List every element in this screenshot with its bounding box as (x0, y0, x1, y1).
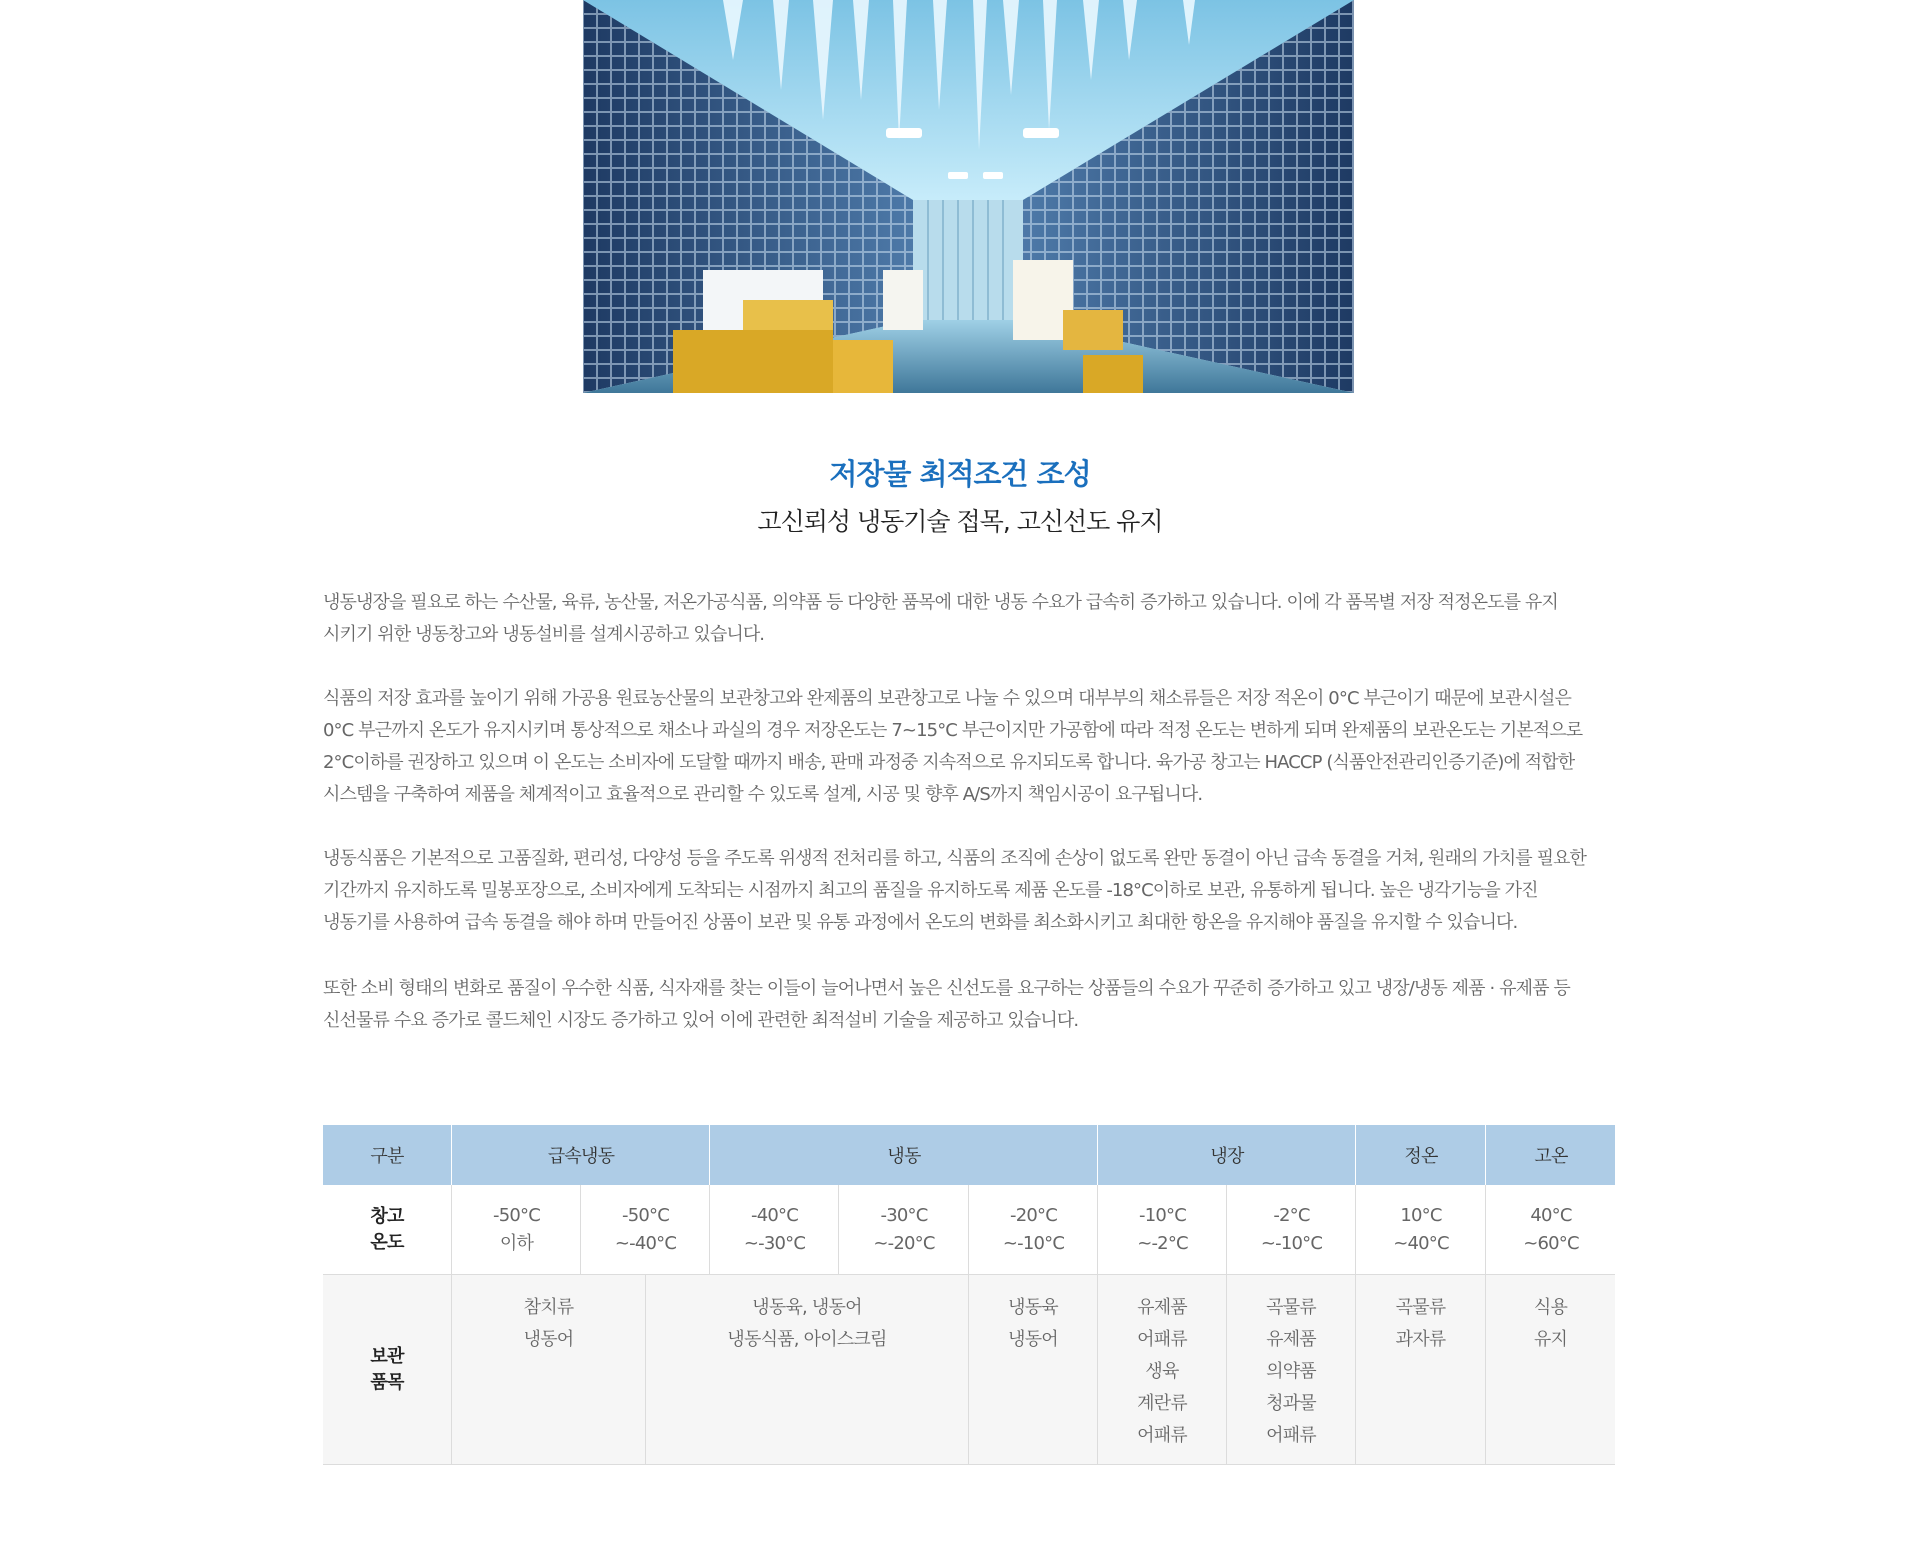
row-label-storage-items: 보관 품목 (370, 1345, 404, 1393)
paragraph-line: 0°C 부근까지 온도가 유지시키며 통상적으로 채소나 과실의 경우 저장온도는 7~15°C 부근이지만 가공함에 따라 적정 온도는 변하게 되며 완제품의 보관온도는 기본적으로 (323, 720, 1583, 741)
storage-temperature-table (323, 1125, 1615, 1465)
paragraph-line: 냉동냉장을 필요로 하는 수산물, 육류, 농산물, 저온가공식품, 의약품 등 다양한 품목에 대한 냉동 수요가 급속히 증가하고 있습니다. 이에 각 품목별 저장 적정온도를 유지 (323, 592, 1558, 613)
paragraph-line: 냉동식품은 기본적으로 고품질화, 편리성, 다양성 등을 주도록 위생적 전처리를 하고, 식품의 조직에 손상이 없도록 완만 동결이 아닌 급속 동결을 거쳐, 원래의 가치를 필요한 (323, 848, 1587, 869)
paragraph-line: 시스템을 구축하여 제품을 체계적이고 효율적으로 관리할 수 있도록 설계, 시공 및 향후 A/S까지 책임시공이 요구됩니다. (323, 784, 1203, 805)
paragraph-2 (323, 683, 1619, 811)
paragraph-line: 냉동기를 사용하여 급속 동결을 해야 하며 만들어진 상품이 보관 및 유통 과정에서 온도의 변화를 최소화시키고 최대한 항온을 유지해야 품질을 유지할 수 있습니다. (323, 912, 1518, 933)
temp-cell: 40°C ~60°C (1485, 1185, 1616, 1274)
items-cell: 곡물류 과자류 (1355, 1275, 1485, 1464)
temp-cell: -50°C ~-40°C (580, 1185, 710, 1274)
items-cell: 참치류 냉동어 (451, 1275, 645, 1464)
header-freeze: 냉동 (709, 1125, 1098, 1185)
header-high-temp: 고온 (1485, 1125, 1616, 1185)
paragraph-line: 기간까지 유지하도록 밀봉포장으로, 소비자에게 도착되는 시점까지 최고의 품질을 유지하도록 제품 온도를 -18°C이하로 보관, 유통하게 됩니다. 높은 냉각기능을 가진 (323, 880, 1538, 901)
temp-cell: -10°C ~-2°C (1097, 1185, 1227, 1274)
items-cell: 냉동육, 냉동어 냉동식품, 아이스크림 (645, 1275, 968, 1464)
temp-cell: -20°C ~-10°C (968, 1185, 1098, 1274)
paragraph-line: 시키기 위한 냉동창고와 냉동설비를 설계시공하고 있습니다. (323, 624, 765, 645)
hero-image (583, 0, 1354, 393)
paragraph-4 (323, 973, 1619, 1037)
table-row-temperature (323, 1185, 1615, 1275)
paragraph-3 (323, 843, 1619, 939)
temp-cell: -50°C 이하 (451, 1185, 581, 1274)
row-label-temperature: 창고 온도 (370, 1205, 404, 1253)
section-title: 저장물 최적조건 조성 (829, 457, 1091, 491)
header-constant-temp: 정온 (1355, 1125, 1486, 1185)
header-category: 구분 (370, 1146, 404, 1167)
paragraph-line: 신선물류 수요 증가로 콜드체인 시장도 증가하고 있어 이에 관련한 최적설비 기술을 제공하고 있습니다. (323, 1010, 1079, 1031)
cold-storage-photo (583, 0, 1354, 393)
table-header-row (323, 1125, 1615, 1185)
items-cell: 유제품 어패류 생육 계란류 어패류 (1097, 1275, 1226, 1464)
section-subtitle: 고신뢰성 냉동기술 접목, 고신선도 유지 (757, 507, 1163, 536)
header-quick-freeze: 급속냉동 (451, 1125, 710, 1185)
paragraph-1 (323, 587, 1619, 651)
paragraph-line: 식품의 저장 효과를 높이기 위해 가공용 원료농산물의 보관창고와 완제품의 보관창고로 나눌 수 있으며 대부부의 채소류들은 저장 적온이 0°C 부근이기 때문에 보관시설은 (323, 688, 1571, 709)
header-refrigerate: 냉장 (1097, 1125, 1356, 1185)
temp-cell: -30°C ~-20°C (838, 1185, 969, 1274)
items-cell: 곡물류 유제품 의약품 청과물 어패류 (1226, 1275, 1355, 1464)
items-cell: 냉동육 냉동어 (968, 1275, 1097, 1464)
temp-cell: -2°C ~-10°C (1226, 1185, 1356, 1274)
items-cell: 식용 유지 (1485, 1275, 1615, 1464)
table-row-storage-items (323, 1275, 1615, 1465)
paragraph-line: 2°C이하를 권장하고 있으며 이 온도는 소비자에 도달할 때까지 배송, 판매 과정중 지속적으로 유지되도록 합니다. 육가공 창고는 HACCP (식품안전관리인증기준)에 적합한 (323, 752, 1575, 773)
paragraph-line: 또한 소비 형태의 변화로 품질이 우수한 식품, 식자재를 찾는 이들이 늘어나면서 높은 신선도를 요구하는 상품들의 수요가 꾸준히 증가하고 있고 냉장/냉동 제품 · 유제품 등 (323, 978, 1570, 999)
temp-cell: -40°C ~-30°C (709, 1185, 839, 1274)
temp-cell: 10°C ~40°C (1355, 1185, 1486, 1274)
